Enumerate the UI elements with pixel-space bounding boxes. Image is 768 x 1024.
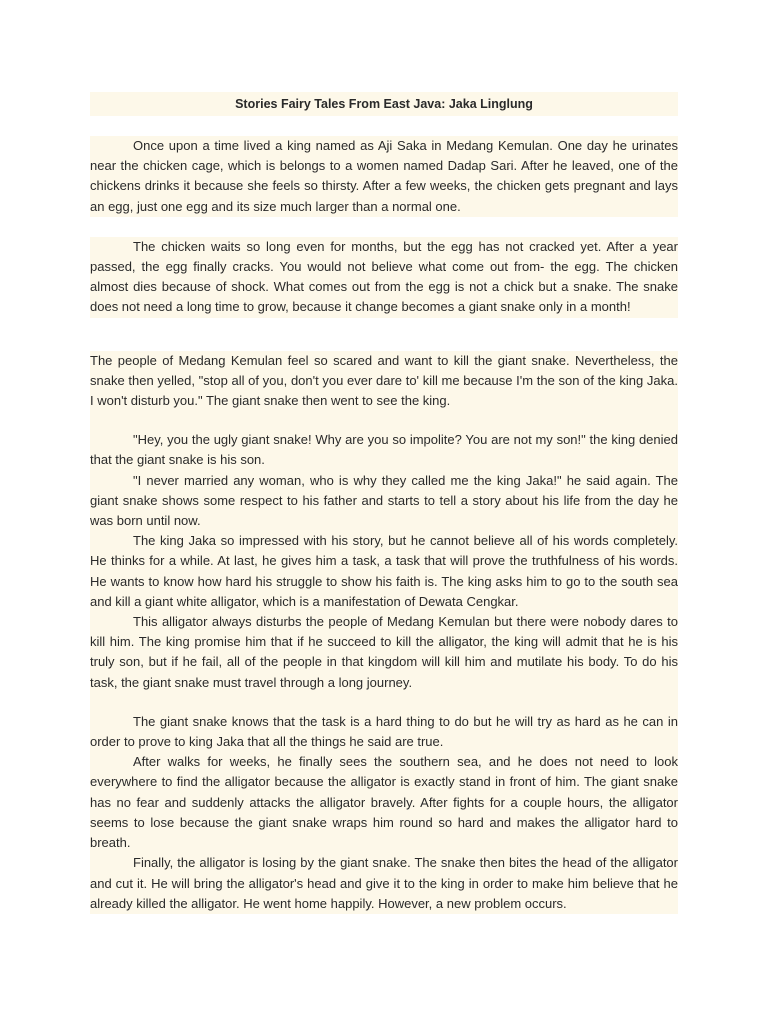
paragraph-6: The king Jaka so impressed with his story, but he cannot believe all of his words completely. He thinks for a while. At last, he gives him a task, a task that will prove the truthfulness of his words. He wants to know how hard his struggle to show his faith is. The king asks him to go to the south sea and kill a giant white alligator, which is a manifestation of Dewata Cengkar. [90,533,678,609]
title-block [90,92,678,116]
paragraph-1: Once upon a time lived a king named as Aji Saka in Medang Kemulan. One day he urinates near the chicken cage, which is belongs to a women named Dadap Sari. After he leaved, one of the chickens drinks it because she feels so thirsty. After a few weeks, the chicken gets pregnant and lays an egg, just one egg and its size much larger than a normal one. [90,138,678,214]
spacer [90,318,678,351]
paragraph-2: The chicken waits so long even for months, but the egg has not cracked yet. After a year passed, the egg finally cracks. You would not believe what come out from- the egg. The chicken almost dies because of shock. What comes out from the egg is not a chick but a snake. The snake does not need a long time to grow, because it change becomes a giant snake only in a month! [90,238,678,315]
paragraph-block-3 [90,351,678,914]
paragraph-5: "I never married any woman, who is why they called me the king Jaka!" he said again. The giant snake shows some respect to his father and starts to tell a story about his life from the day he was born until now. [90,472,678,529]
paragraph-4: "Hey, you the ugly giant snake! Why are you so impolite? You are not my son!" the king denied that the giant snake is his son. [90,432,678,468]
paragraph-3: The people of Medang Kemulan feel so scared and want to kill the giant snake. Nevertheless, the snake then yelled, "stop all of you, don't you ever dare to' kill me because I'm the son of the king Jaka. I won't disturb you." The giant snake then went to see the king. [90,352,678,409]
document-page [90,92,678,914]
spacer [90,411,678,430]
spacer [90,217,678,237]
paragraph-10: Finally, the alligator is losing by the giant snake. The snake then bites the head of the alligator and cut it. He will bring the alligator's head and give it to the king in order to make him believe that he already killed the alligator. He went home happily. However, a new problem occurs. [90,855,678,911]
paragraph-8: The giant snake knows that the task is a hard thing to do but he will try as hard as he can in order to prove to king Jaka that all the things he said are true. [90,713,678,750]
paragraph-block-1 [90,136,678,217]
spacer [90,116,678,136]
document-title: Stories Fairy Tales From East Java: Jaka Linglung [235,97,533,111]
paragraph-block-2 [90,237,678,318]
spacer [90,693,678,712]
paragraph-9: After walks for weeks, he finally sees the southern sea, and he does not need to look everywhere to find the alligator because the alligator is exactly stand in front of him. The giant snake has no fear and suddenly attacks the alligator bravely. After fights for a couple hours, the alligator seems to lose because the giant snake wraps him round so hard and makes the alligator hard to breath. [90,754,678,851]
paragraph-7: This alligator always disturbs the people of Medang Kemulan but there were nobody dares to kill him. The king promise him that if he succeed to kill the alligator, the king will admit that he is his truly son, but if he fail, all of the people in that kingdom will kill him and mutilate his body. To do his task, the giant snake must travel through a long journey. [90,614,678,690]
